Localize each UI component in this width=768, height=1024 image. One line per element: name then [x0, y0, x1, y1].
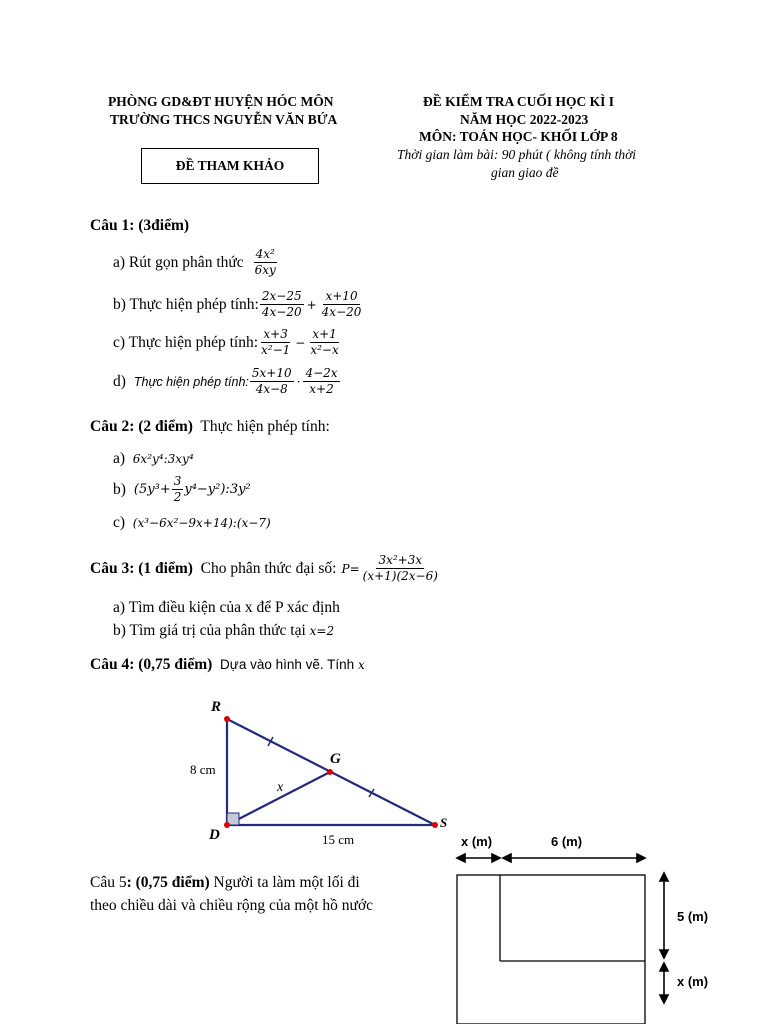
- q1-c-fraction1: $\frac{x+3}{\text{x²−1}}$: [261, 327, 291, 357]
- subject-line: MÔN: TOÁN HỌC- KHỐI LỚP 8: [419, 129, 618, 144]
- q1-c-label: c) Thực hiện phép tính:: [113, 333, 258, 351]
- exam-title: ĐỀ KIỂM TRA CUỐI HỌC KÌ I: [423, 94, 615, 109]
- q1-b-fraction2: $\frac{x+10}{4x-20}$: [321, 289, 362, 319]
- q1-d-label: Thực hiện phép tính:: [133, 374, 249, 389]
- q1-d-fraction1: $\frac{5x+10}{4x-8}$: [251, 366, 292, 396]
- pond-6m-label: 6 (m): [551, 834, 583, 849]
- q1-b-fraction1: $\frac{2x-25}{4x-20}$: [261, 289, 302, 319]
- q1-a-label: a) Rút gọn phân thức: [113, 253, 244, 271]
- vertex-S-label: S: [440, 815, 448, 830]
- time-allowed-line2: gian giao đề: [491, 165, 559, 180]
- q2-b: b) (5y³+ $\frac{3}{2}$ y⁴−y²):3y²: [113, 474, 251, 504]
- pond-x-right-label: x (m): [677, 974, 709, 989]
- vertex-D-label: D: [209, 827, 220, 843]
- vertex-R-label: R: [211, 699, 222, 715]
- side-15cm-label: 15 cm: [322, 832, 355, 847]
- q5-line2: theo chiều dài và chiều rộng của một hồ nước: [90, 897, 374, 914]
- q5-line1: Câu 5: (0,75 điểm) Người ta làm một lối đi: [90, 874, 360, 891]
- q1-d-fraction2: $\frac{4-2x}{x+2}$: [305, 366, 338, 396]
- q2-b-fraction: $\frac{3}{2}$: [173, 474, 182, 504]
- q3-a: a) Tìm điều kiện của x để P xác định: [113, 599, 340, 616]
- vertex-G-label: G: [330, 751, 341, 767]
- q1-title: Câu 1: (3điểm): [90, 217, 190, 234]
- q1-c: c) Thực hiện phép tính: $\frac{x+3}{\text{x²−1}}$ − $\frac{x+1}{\text{x²−x}}$: [113, 327, 339, 357]
- school-year: NĂM HỌC 2022-2023: [460, 112, 589, 127]
- q2-c: c) (x³−6x²−9x+14):(x−7): [113, 514, 271, 531]
- q3-p-fraction: $\frac{\text{3x²+3x}}{(x+1)(2x-6)}$: [362, 553, 438, 583]
- q1-d-prefix: d): [113, 372, 126, 390]
- side-8cm-label: 8 cm: [190, 762, 216, 777]
- q3-title: Câu 3 : (1 điểm) Cho phân thức đại số: P= $\frac{\text{3x²+3x}}{(x+1)(2x-6)}$: [90, 553, 438, 583]
- q1-c-fraction2: $\frac{x+1}{\text{x²−x}}$: [310, 327, 339, 357]
- q4-title: Câu 4: (0,75 điểm) Dựa vào hình vẽ. Tính x: [90, 656, 365, 673]
- time-allowed-line1: Thời gian làm bài: 90 phút ( không tính thời: [397, 147, 637, 162]
- q3-b: b) Tìm giá trị của phân thức tại x=2: [113, 622, 335, 639]
- q1-a: [113, 247, 279, 278]
- reference-exam-label: ĐỀ THAM KHẢO: [175, 158, 285, 173]
- q1-a-fraction: $\frac{\text{4x²}}{6xy}$: [254, 247, 276, 277]
- q1-b: b) Thực hiện phép tính: $\frac{2x-25}{4x-20}$ + $\frac{x+10}{4x-20}$: [113, 289, 362, 319]
- q1-d: d) Thực hiện phép tính: $\frac{5x+10}{4x-8}$ · $\frac{4-2x}{x+2}$: [113, 366, 338, 396]
- segment-x-label: x: [277, 780, 284, 795]
- school-department: PHÒNG GD&ĐT HUYỆN HÓC MÔN: [108, 94, 334, 109]
- pond-x-top-label: x (m): [461, 834, 493, 849]
- pond-5m-label: 5 (m): [677, 909, 709, 924]
- q2-a: a) 6x²y⁴:3xy⁴: [113, 450, 194, 467]
- reference-exam-box: [141, 148, 319, 184]
- q1-b-label: b) Thực hiện phép tính:: [113, 295, 259, 313]
- q2-title: Câu 2: (2 điểm) Thực hiện phép tính:: [90, 418, 330, 435]
- school-name: TRƯỜNG THCS NGUYỄN VĂN BỨA: [110, 112, 338, 127]
